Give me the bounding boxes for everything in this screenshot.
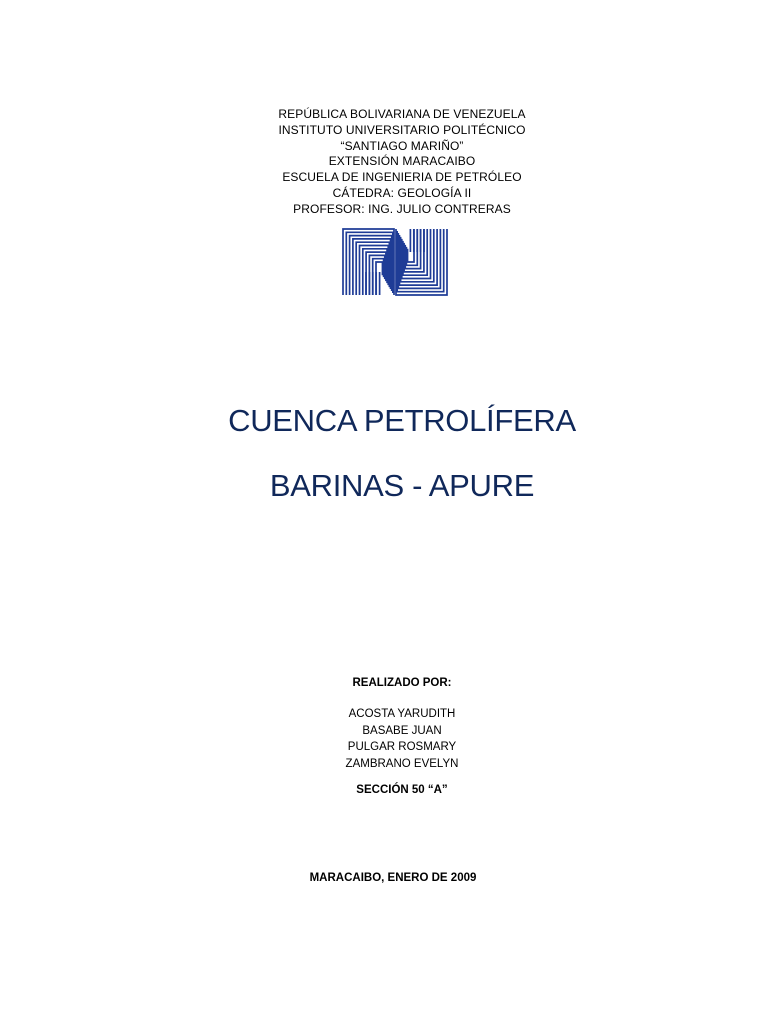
author-name: PULGAR ROSMARY bbox=[347, 741, 457, 753]
header-school: ESCUELA DE INGENIERIA DE PETRÓLEO bbox=[282, 170, 522, 185]
header-country: REPÚBLICA BOLIVARIANA DE VENEZUELA bbox=[278, 107, 526, 121]
header-course: CÁTEDRA: GEOLOGÍA II bbox=[332, 185, 472, 200]
author-list bbox=[0, 706, 768, 772]
author-name: BASABE JUAN bbox=[362, 724, 442, 737]
title-line-1: CUENCA PETROLÍFERA bbox=[228, 403, 576, 438]
header-institute-name: “SANTIAGO MARIÑO” bbox=[340, 138, 464, 153]
institute-logo-graphic bbox=[342, 228, 448, 296]
authors-section bbox=[0, 676, 768, 798]
place-date bbox=[0, 871, 768, 886]
institution-header bbox=[0, 107, 768, 218]
section-label: SECCIÓN 50 “A” bbox=[356, 784, 448, 796]
institute-logo-icon bbox=[342, 228, 448, 296]
author-name: ACOSTA YARUDITH bbox=[348, 708, 456, 720]
title-line-2: BARINAS - APURE bbox=[269, 468, 535, 503]
document-title bbox=[0, 403, 768, 504]
author-name: ZAMBRANO EVELYN bbox=[345, 757, 459, 770]
authors-label: REALIZADO POR: bbox=[352, 677, 452, 689]
place-date-text: MARACAIBO, ENERO DE 2009 bbox=[309, 872, 477, 884]
header-professor: PROFESOR: ING. JULIO CONTRERAS bbox=[293, 201, 511, 216]
header-institute: INSTITUTO UNIVERSITARIO POLITÉCNICO bbox=[278, 122, 526, 137]
header-extension: EXTENSIÓN MARACAIBO bbox=[328, 154, 476, 169]
